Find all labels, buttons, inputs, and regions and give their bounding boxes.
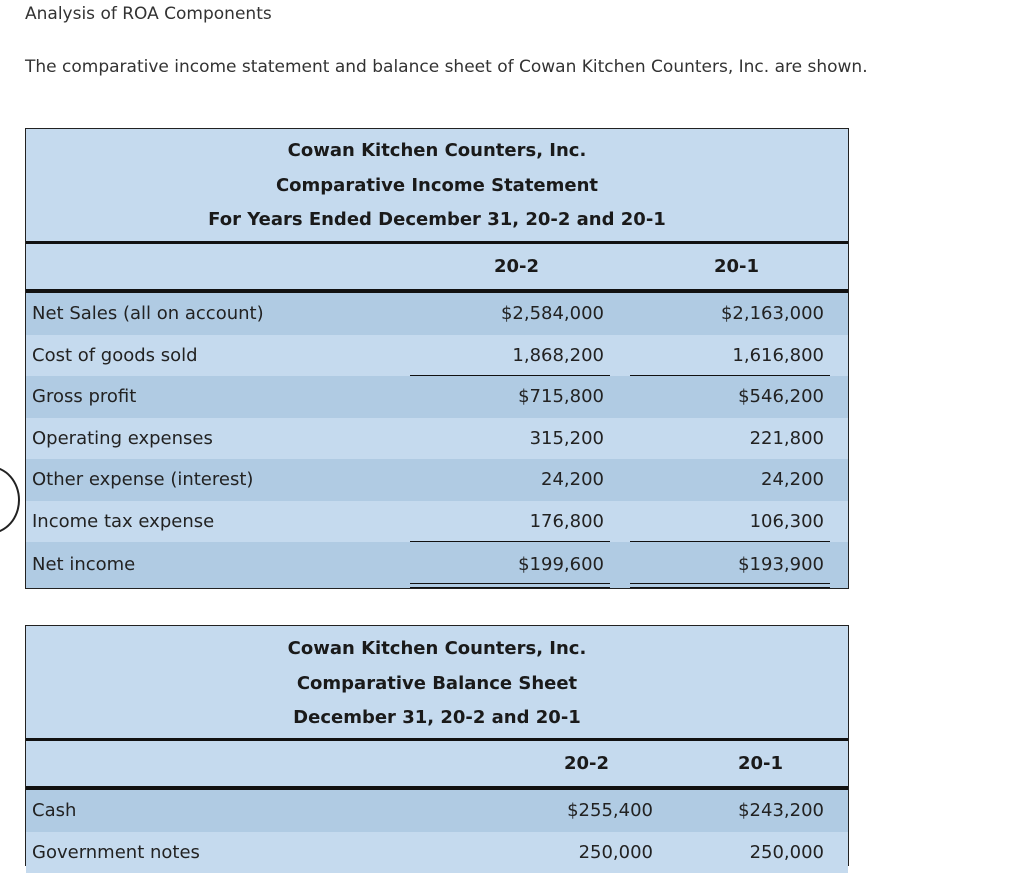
- column-header-row: [26, 741, 848, 790]
- column-header-20-1: 20-1: [714, 256, 759, 277]
- value-20-2: 1,868,200: [512, 345, 604, 366]
- table-row: [26, 418, 848, 460]
- value-20-2: 24,200: [541, 469, 604, 490]
- value-20-2: 250,000: [579, 842, 653, 863]
- row-label: Operating expenses: [32, 428, 213, 449]
- balance-sheet-table: [25, 625, 849, 866]
- table-row: [26, 832, 848, 873]
- column-header-20-2: 20-2: [494, 256, 539, 277]
- value-20-1: 24,200: [761, 469, 824, 490]
- value-20-2: $2,584,000: [501, 303, 604, 324]
- value-20-1: $243,200: [738, 800, 824, 821]
- row-label: Net Sales (all on account): [32, 303, 264, 324]
- table-row: [26, 459, 848, 501]
- statement-period: December 31, 20-2 and 20-1: [26, 701, 848, 736]
- row-label: Gross profit: [32, 386, 136, 407]
- value-20-2: 315,200: [530, 428, 604, 449]
- balance-sheet-header: [26, 626, 848, 741]
- total-double-rule: [410, 583, 610, 588]
- table-row: [26, 335, 848, 377]
- value-20-1: $2,163,000: [721, 303, 824, 324]
- value-20-1: $193,900: [738, 554, 824, 575]
- row-label: Cash: [32, 800, 76, 821]
- company-name: Cowan Kitchen Counters, Inc.: [26, 129, 848, 169]
- value-20-2: $715,800: [518, 386, 604, 407]
- statement-title: Comparative Income Statement: [26, 169, 848, 204]
- company-name: Cowan Kitchen Counters, Inc.: [26, 626, 848, 667]
- table-row: [26, 790, 848, 832]
- column-header-20-2: 20-2: [564, 753, 609, 774]
- value-20-1: 1,616,800: [732, 345, 824, 366]
- value-20-1: 106,300: [750, 511, 824, 532]
- circle-icon: [0, 466, 20, 534]
- value-20-1: 250,000: [750, 842, 824, 863]
- page-heading: Analysis of ROA Components: [25, 4, 272, 24]
- value-20-1: $546,200: [738, 386, 824, 407]
- statement-period: For Years Ended December 31, 20-2 and 20-1: [26, 203, 848, 238]
- total-double-rule: [630, 583, 830, 588]
- row-label: Other expense (interest): [32, 469, 253, 490]
- column-header-20-1: 20-1: [738, 753, 783, 774]
- table-row: [26, 501, 848, 543]
- row-label: Government notes: [32, 842, 200, 863]
- value-20-2: $199,600: [518, 554, 604, 575]
- intro-text: The comparative income statement and balance sheet of Cowan Kitchen Counters, Inc. are shown.: [25, 57, 868, 77]
- row-label: Net income: [32, 554, 135, 575]
- row-label: Income tax expense: [32, 511, 214, 532]
- table-row: [26, 376, 848, 418]
- statement-title: Comparative Balance Sheet: [26, 667, 848, 702]
- table-row: [26, 293, 848, 335]
- value-20-1: 221,800: [750, 428, 824, 449]
- row-label: Cost of goods sold: [32, 345, 198, 366]
- value-20-2: 176,800: [530, 511, 604, 532]
- column-header-row: [26, 244, 848, 293]
- table-row: [26, 542, 848, 588]
- income-statement-table: [25, 128, 849, 589]
- income-statement-header: [26, 129, 848, 244]
- value-20-2: $255,400: [567, 800, 653, 821]
